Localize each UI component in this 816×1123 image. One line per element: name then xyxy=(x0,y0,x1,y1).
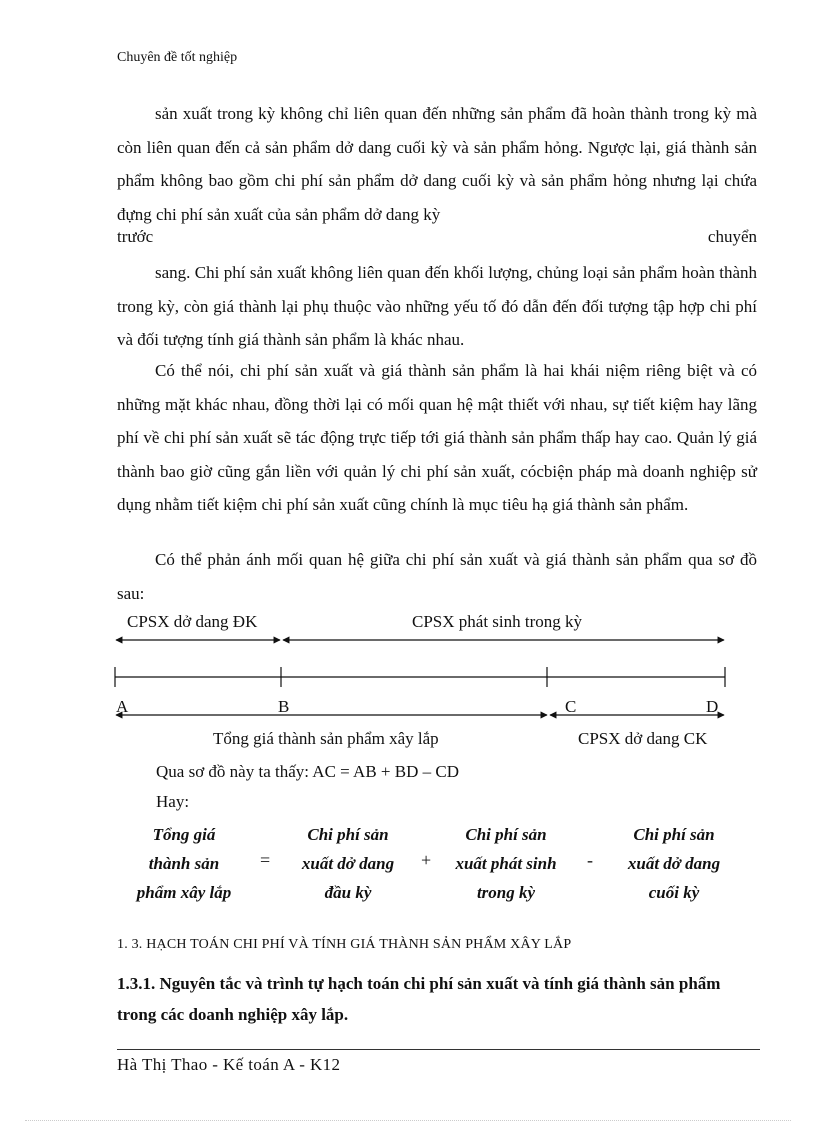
page-footer: Hà Thị Thao - Kế toán A - K12 xyxy=(117,1055,341,1074)
label-closing-wip: CPSX dở dang CK xyxy=(578,729,708,748)
term-total-cost xyxy=(118,820,250,907)
label-incurred-cost: CPSX phát sinh trong kỳ xyxy=(412,612,583,631)
subsection-heading: 1.3.1. Nguyên tắc và trình tự hạch toán chi phí sản xuất và tính giá thành sản phẩm trong các doanh nghiệp xây lắp. xyxy=(117,974,721,1024)
term-line: thành sản xyxy=(148,854,220,873)
paragraph-3-text: Có thể nói, chi phí sản xuất và giá thành sản phẩm là hai khái niệm riêng biệt và có những mặt khác nhau, đồng thời lại có mối quan hệ mật thiết với nhau, sự tiết kiệm hay lãng phí về chi phí sản xuất sẽ tác động trực tiếp tới giá thành sản phẩm thấp hay cao. Quản lý giá thành bao giờ cũng gắn liền với quản lý chi phí sản xuất, cócbiện pháp mà doanh nghiệp sử dụng nhằm tiết kiệm chi phí sản xuất cũng chính là mục tiêu hạ giá thành sản phẩm. xyxy=(117,361,757,514)
term-line: đầu kỳ xyxy=(324,883,372,902)
page-edge-dotted xyxy=(25,1120,791,1121)
term-line: Tổng giá xyxy=(152,825,216,844)
term-line: xuất dở dang xyxy=(301,854,395,873)
paragraph-2-text: sang. Chi phí sản xuất không liên quan đến khối lượng, chủng loại sản phẩm hoàn thành trong kỳ, còn giá thành lại phụ thuộc vào những yếu tố đó dẫn đến đối tượng tập hợp chi phí và đối tượng tính giá thành sản phẩm là khác nhau. xyxy=(117,263,757,349)
term-line: Chi phí sản xyxy=(465,825,547,844)
operator-equals: = xyxy=(260,850,271,870)
point-c: C xyxy=(565,697,577,716)
term-line: Chi phí sản xyxy=(633,825,715,844)
term-line: xuất phát sinh xyxy=(455,854,557,873)
term-opening-wip xyxy=(286,820,410,907)
page-header: Chuyên đề tốt nghiệp xyxy=(117,50,238,65)
formula-intro: Qua sơ đồ này ta thấy: AC = AB + BD – CD xyxy=(156,762,459,781)
section-heading: 1. 3. HẠCH TOÁN CHI PHÍ VÀ TÍNH GIÁ THÀNH SẢN PHẨM XÂY LẮP xyxy=(117,937,572,952)
operator-plus: + xyxy=(421,850,432,870)
point-a: A xyxy=(116,697,129,716)
term-line: phẩm xây lắp xyxy=(136,883,232,902)
term-line: xuất dở dang xyxy=(627,854,721,873)
footer-divider xyxy=(117,1049,760,1050)
term-incurred xyxy=(440,820,572,907)
paragraph-4-text: Có thể phản ánh mối quan hệ giữa chi phí sản xuất và giá thành sản phẩm qua sơ đồ sau: xyxy=(117,550,757,603)
point-d: D xyxy=(706,697,719,716)
term-line: cuối kỳ xyxy=(648,883,700,902)
paragraph-1-last-right: chuyển xyxy=(707,227,757,246)
term-closing-wip xyxy=(610,820,738,907)
point-b: B xyxy=(278,697,290,716)
term-line: Chi phí sản xyxy=(307,825,389,844)
paragraph-1-text: sản xuất trong kỳ không chỉ liên quan đến những sản phẩm đã hoàn thành trong kỳ mà còn liên quan đến cả sản phẩm dở dang cuối kỳ và sản phẩm hỏng. Ngược lại, giá thành sản phẩm không bao gồm chi phí sản phẩm dở dang cuối kỳ và sản phẩm hỏng nhưng lại chứa đựng chi phí sản xuất của sản phẩm dở dang kỳ xyxy=(117,104,757,224)
operator-minus: - xyxy=(587,850,593,870)
formula-hay: Hay: xyxy=(156,792,190,811)
label-total-cost: Tổng giá thành sản phẩm xây lắp xyxy=(213,729,439,748)
term-line: trong kỳ xyxy=(476,883,536,902)
paragraph-1-last-left: trước xyxy=(117,227,154,246)
label-opening-wip: CPSX dở dang ĐK xyxy=(127,612,258,631)
